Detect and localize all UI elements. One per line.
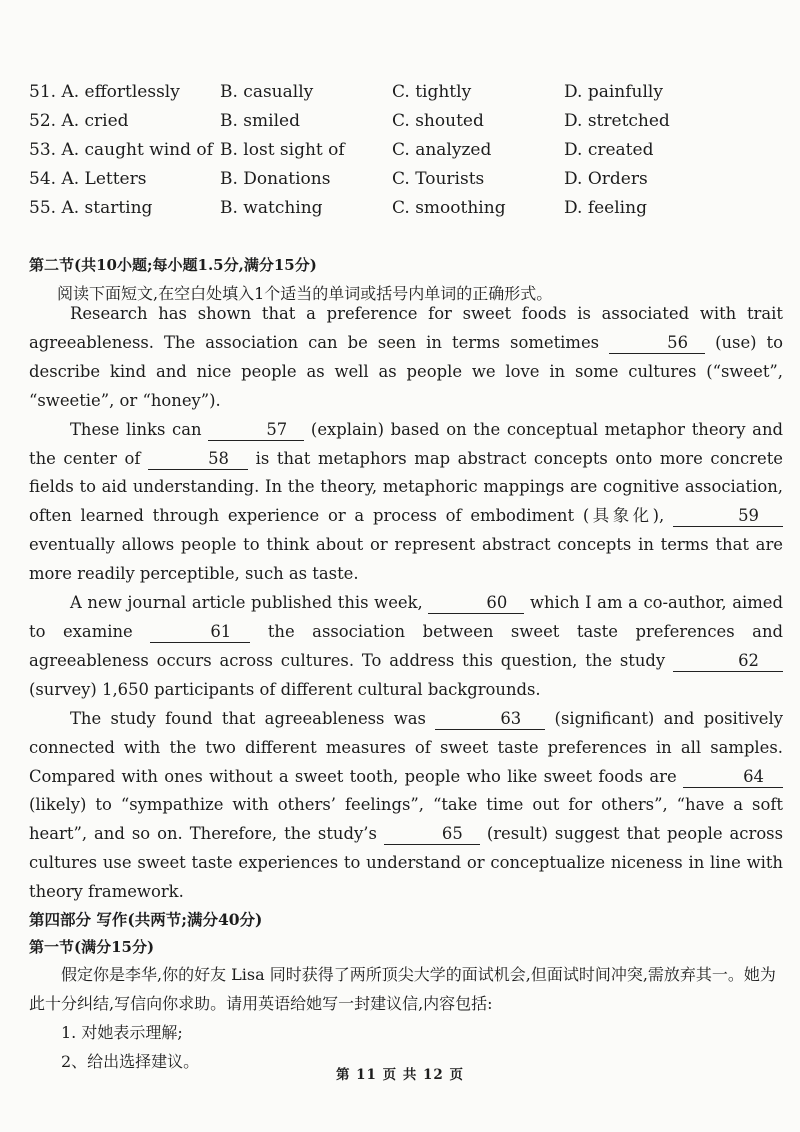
option-row-52 xyxy=(29,107,789,136)
option-c: C. Tourists xyxy=(392,169,485,189)
part4-sub-heading: 第一节(满分15分) xyxy=(29,938,155,956)
options-table xyxy=(29,78,789,223)
option-b: B. Donations xyxy=(220,169,331,189)
blank-59[interactable]: 59 xyxy=(673,506,783,527)
blank-63[interactable]: 63 xyxy=(435,709,545,730)
writing-prompt: 假定你是李华,你的好友 Lisa 同时获得了两所顶尖大学的面试机会,但面试时间冲突,需放弃其一。她为此十分纠结,写信向你求助。请用英语给她写一封建议信,内容包括: xyxy=(29,965,776,1013)
blank-56[interactable]: 56 xyxy=(609,333,705,354)
option-row-54 xyxy=(29,165,789,194)
option-a: 55. A. starting xyxy=(29,198,153,218)
writing-section xyxy=(29,905,789,1076)
option-b: B. watching xyxy=(220,198,323,218)
section2-heading: 第二节(共10小题;每小题1.5分,满分15分) xyxy=(29,256,317,274)
option-a: 54. A. Letters xyxy=(29,169,147,189)
writing-item-1: 1. 对她表示理解; xyxy=(61,1023,183,1042)
option-c: C. shouted xyxy=(392,111,484,131)
blank-60[interactable]: 60 xyxy=(428,593,524,614)
option-c: C. tightly xyxy=(392,82,472,102)
option-d: D. stretched xyxy=(564,111,670,131)
paragraph-text: is that metaphors map abstract concepts onto more concrete fields to aid understanding. In the theory, metaphoric mappings are cognitive association, often learned through experience or a process of embodiment (具象化), xyxy=(29,448,783,526)
option-c: C. smoothing xyxy=(392,198,506,218)
paragraph-text: (survey) 1,650 participants of different cultural backgrounds. xyxy=(29,679,541,699)
paragraph-text: Research has shown that a preference for sweet foods is associated with trait agreeableness. The association can be seen in terms sometimes xyxy=(29,304,783,352)
paragraph-text: A new journal article published this week, xyxy=(70,593,429,613)
writing-item-2: 2、给出选择建议。 xyxy=(61,1052,200,1071)
option-row-55 xyxy=(29,194,789,223)
option-d: D. Orders xyxy=(564,169,648,189)
paragraph-3 xyxy=(29,589,783,705)
option-a: 53. A. caught wind of xyxy=(29,140,213,160)
blank-65[interactable]: 65 xyxy=(384,824,480,845)
blank-64[interactable]: 64 xyxy=(683,767,783,788)
option-d: D. painfully xyxy=(564,82,663,102)
option-row-53 xyxy=(29,136,789,165)
section2-instruction: 阅读下面短文,在空白处填入1个适当的单词或括号内单词的正确形式。 xyxy=(57,284,553,303)
part4-heading: 第四部分 写作(共两节;满分40分) xyxy=(29,910,263,929)
paragraph-text: the association between sweet taste preferences and agreeableness occurs across cultures. To address this question, the study xyxy=(29,621,783,670)
paragraph-4 xyxy=(29,705,783,907)
blank-61[interactable]: 61 xyxy=(150,622,250,643)
option-b: B. casually xyxy=(220,82,314,102)
paragraph-text: (likely) to “sympathize with others’ feelings”, “take time out for others”, “have a soft heart”, and so on. Therefore, the study’s xyxy=(29,795,783,844)
paragraph-text: (explain) based on the conceptual metaphor theory and the center of xyxy=(29,419,783,468)
option-d: D. created xyxy=(564,140,654,160)
blank-57[interactable]: 57 xyxy=(208,420,304,441)
cloze-passage xyxy=(29,300,783,907)
option-b: B. lost sight of xyxy=(220,140,345,160)
option-b: B. smiled xyxy=(220,111,300,131)
paragraph-text: eventually allows people to think about or represent abstract concepts in terms that are more readily perceptible, such as taste. xyxy=(29,535,783,584)
option-row-51 xyxy=(29,78,789,107)
paragraph-text: which I am a co-author, aimed to examine xyxy=(29,593,783,641)
paragraph-text: (significant) and positively connected with the two different measures of sweet taste preferences in all samples. Compared with ones without a sweet tooth, people who like sweet foods are xyxy=(29,708,784,786)
paragraph-text: The study found that agreeableness was xyxy=(70,708,436,728)
option-a: 52. A. cried xyxy=(29,111,129,131)
option-c: C. analyzed xyxy=(392,140,492,160)
blank-62[interactable]: 62 xyxy=(673,651,783,672)
option-a: 51. A. effortlessly xyxy=(29,82,180,102)
page-footer: 第 11 页 共 12 页 xyxy=(335,1067,465,1083)
paragraph-text: These links can xyxy=(70,419,209,439)
paragraph-1 xyxy=(29,300,783,416)
paragraph-text: (use) to describe kind and nice people as well as people we love in some cultures (“sweet”, “sweetie”, or “honey”). xyxy=(29,332,783,410)
blank-58[interactable]: 58 xyxy=(148,449,248,470)
paragraph-2 xyxy=(29,416,783,589)
option-d: D. feeling xyxy=(564,198,647,218)
paragraph-text: (result) suggest that people across cultures use sweet taste experiences to understand or conceptualize niceness in line with theory framework. xyxy=(29,824,784,902)
